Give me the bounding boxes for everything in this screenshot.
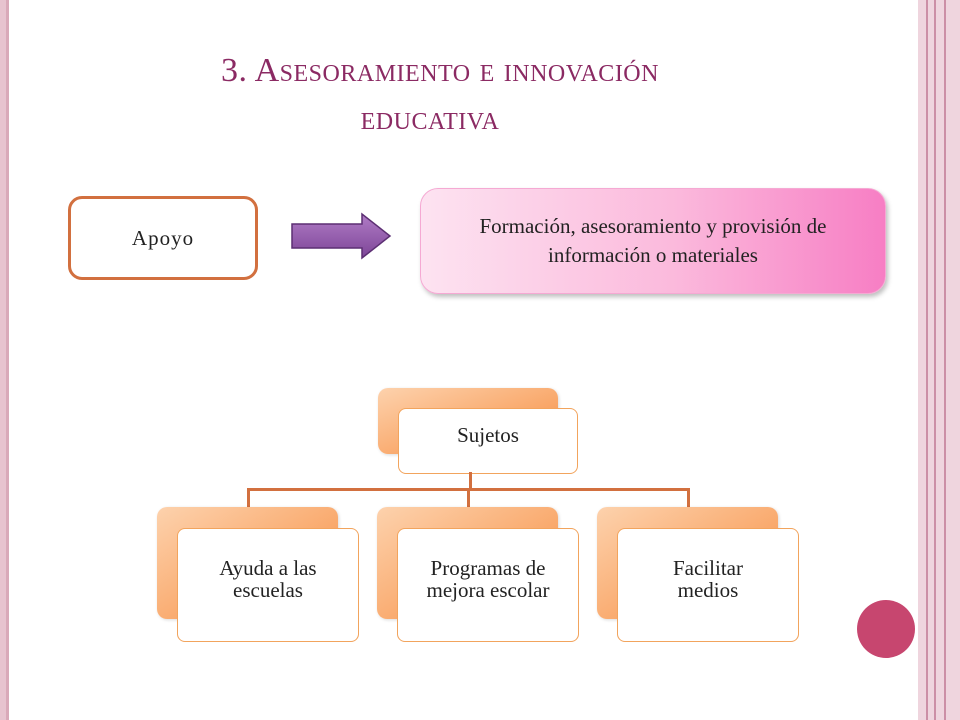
- right-arrow-icon: [290, 212, 394, 260]
- slide-title-line-2: educativa: [360, 100, 500, 137]
- child-node-facilitar: [617, 528, 799, 642]
- apoyo-box: [68, 196, 258, 280]
- child-node-ayuda: [177, 528, 359, 642]
- decorative-circle: [857, 600, 915, 658]
- root-node: [398, 408, 578, 474]
- connector-child-3: [687, 488, 690, 508]
- support-description-text: Formación, asesoramiento y provisión de información o materiales: [479, 213, 827, 267]
- left-frame-band-inner: [6, 0, 9, 720]
- right-frame-band: [918, 0, 960, 720]
- child-node-label: Ayuda a las escuelas: [219, 555, 317, 602]
- right-frame-line: [944, 0, 946, 720]
- connector-child-2: [467, 488, 470, 508]
- apoyo-label: Apoyo: [131, 225, 195, 250]
- child-node-label: Facilitar medios: [673, 555, 743, 602]
- child-node-programas: [397, 528, 579, 642]
- connector-child-1: [247, 488, 250, 508]
- slide-title-line-1: 3. Asesoramiento e innovación: [221, 52, 659, 89]
- support-description-box: [420, 188, 886, 294]
- right-frame-line: [926, 0, 928, 720]
- root-node-label: Sujetos: [457, 422, 519, 447]
- right-frame-line: [934, 0, 936, 720]
- child-node-label: Programas de mejora escolar: [426, 555, 550, 602]
